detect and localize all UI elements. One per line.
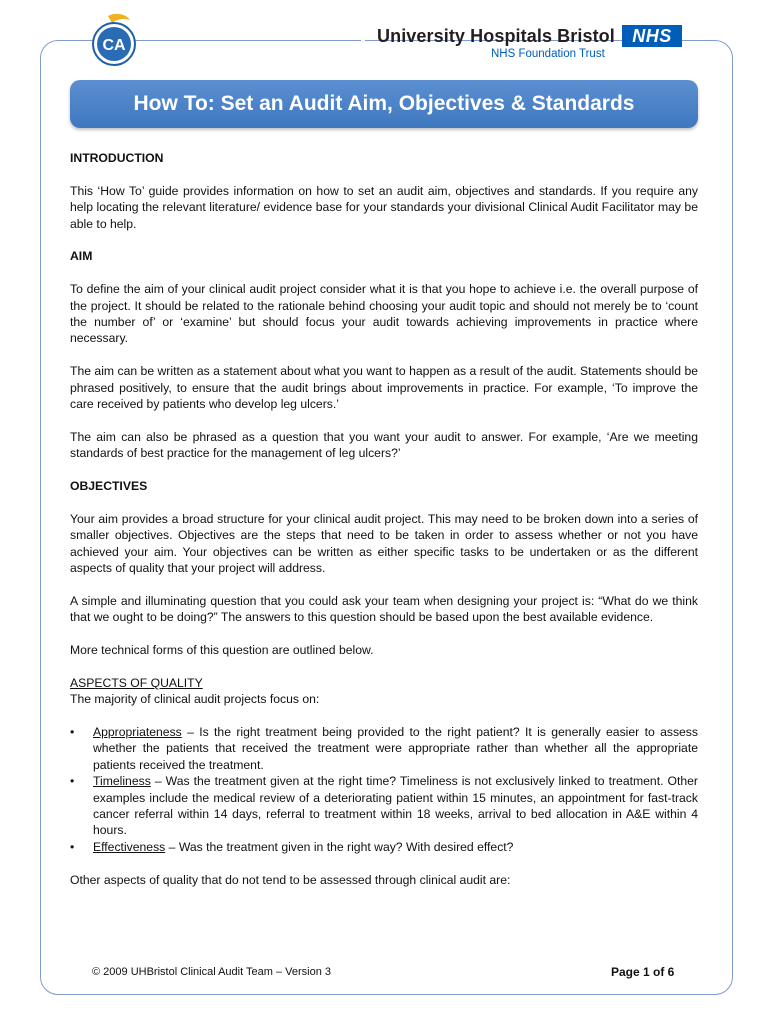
page-title: How To: Set an Audit Aim, Objectives & Standards	[133, 92, 635, 115]
clinical-audit-logo	[86, 12, 142, 68]
objectives-paragraph-2: A simple and illuminating question that you could ask your team when designing your project is: “What do we think that we ought to be doing?” The answers to this question should be based upon the best available evidence.	[70, 593, 698, 625]
list-item	[70, 724, 698, 773]
title-banner	[70, 80, 698, 128]
page-number: Page 1 of 6	[611, 965, 675, 979]
logo-swoosh	[108, 14, 130, 23]
quality-heading: ASPECTS OF QUALITY	[70, 675, 203, 690]
closing-paragraph: Other aspects of quality that do not tend to be assessed through clinical audit are:	[70, 872, 511, 887]
footer-copyright: © 2009 UHBristol Clinical Audit Team – Version 3	[92, 966, 332, 978]
frame-gap	[125, 33, 365, 49]
bullet-glyph: •	[70, 725, 75, 740]
objectives-paragraph-3: More technical forms of this question are outlined below.	[70, 643, 374, 658]
bullet-term: Timeliness	[93, 774, 151, 789]
bullet-term: Effectiveness	[93, 839, 166, 854]
objectives-heading: OBJECTIVES	[70, 479, 148, 494]
list-item	[70, 773, 698, 839]
quality-list	[70, 724, 698, 855]
list-item	[70, 839, 698, 855]
bullet-glyph: •	[70, 839, 75, 854]
bullet-text: – Was the treatment given at the right time? Timeliness is not exclusively linked to treatment. Other examples include the medical review of a deteriorating patient within 15 minutes, an appointment for fast-track cancer referral within 14 days, referral to treatment within 18 weeks, arrival to bed allocation in A&E within 4 hours.	[93, 774, 698, 838]
aim-paragraph-2: The aim can be written as a statement about what you want to happen as a result of the audit. Statements should be phrased positively, to ensure that the audit brings about improvements in practice. For example, ‘To improve the care received by patients who develop leg ulcers.’	[70, 364, 698, 412]
aim-heading: AIM	[70, 249, 93, 264]
nhs-logo: NHS	[622, 25, 682, 47]
header-rule	[126, 40, 361, 41]
aim-paragraph-1: To define the aim of your clinical audit project consider what it is that you hope to achieve i.e. the overall purpose of the project. It should be related to the rationale behind choosing your audit topic and should not merely be to ‘count the number of’ or ‘examine’ but should focus your audit towards achieving improvements in practice where necessary.	[70, 282, 698, 346]
document-body	[70, 150, 698, 888]
bullet-text: – Was the treatment given in the right way? With desired effect?	[165, 839, 514, 854]
objectives-paragraph-1: Your aim provides a broad structure for your clinical audit project. This may need to be broken down into a series of smaller objectives. Objectives are the steps that need to be taken in order to assess whether or not you have achieved your aim. Your objectives can be written as either specific tasks to be undertaken or as the different aspects of quality that your project will address.	[70, 511, 698, 576]
org-subtitle: NHS Foundation Trust	[491, 48, 605, 60]
aim-paragraph-3: The aim can also be phrased as a question that you want your audit to answer. For example, ‘Are we meeting standards of best practice for the management of leg ulcers?’	[70, 429, 698, 461]
org-name: University Hospitals Bristol	[377, 26, 615, 46]
quality-intro: The majority of clinical audit projects focus on:	[70, 692, 320, 707]
intro-paragraph: This ‘How To’ guide provides information on how to set an audit aim, objectives and standards. If you require any help locating the relevant literature/ evidence base for your standards your divisional Clinical Audit Facilitator may be able to help.	[70, 183, 698, 231]
bullet-glyph: •	[70, 774, 75, 789]
intro-heading: INTRODUCTION	[70, 151, 164, 165]
logo-text: CA	[102, 37, 126, 54]
bullet-term: Appropriateness	[93, 725, 182, 740]
bullet-text: – Is the right treatment being provided to the right patient? It is generally easier to assess whether the patients that received the treatment were appropriate rather than whether all the appropriate patients received the treatment.	[93, 725, 698, 772]
